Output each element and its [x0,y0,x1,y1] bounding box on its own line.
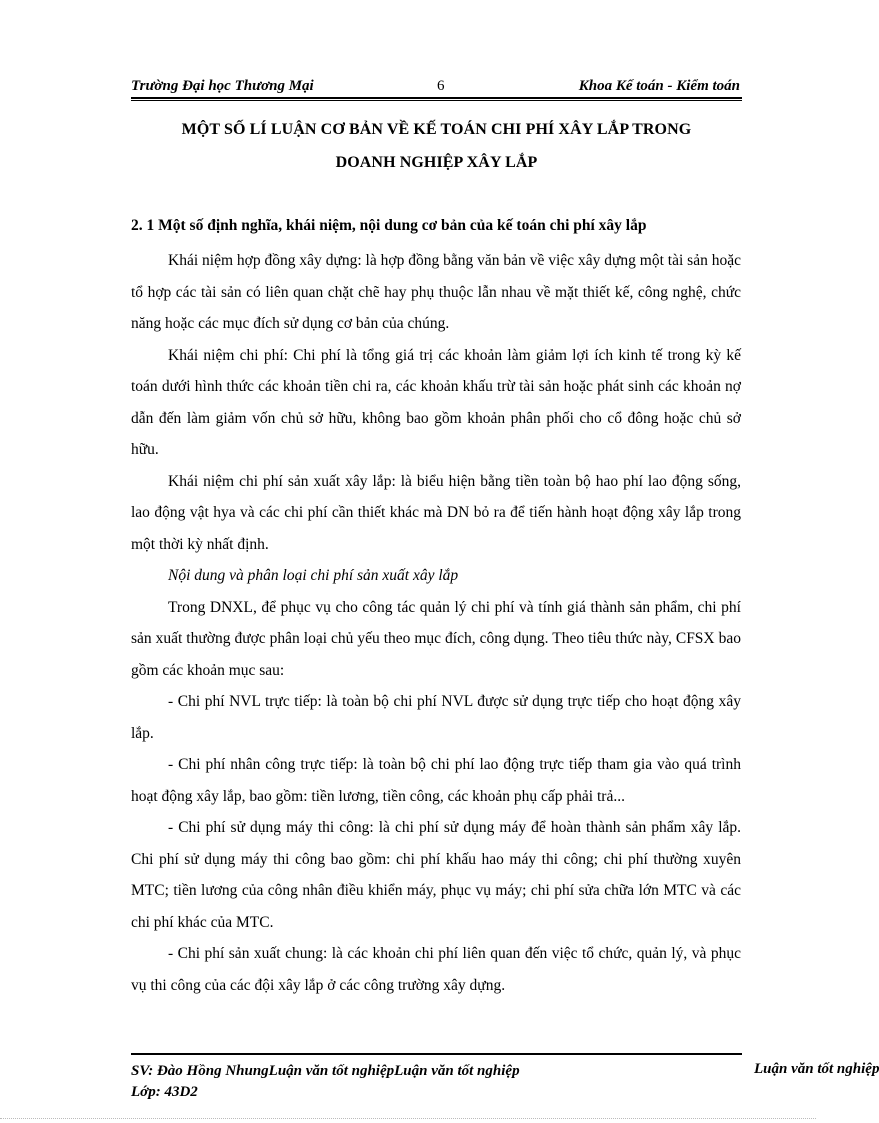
chapter-title-line1: MỘT SỐ LÍ LUẬN CƠ BẢN VỀ KẾ TOÁN CHI PHÍ XÂY LẮP TRONG [181,121,692,138]
footer-thesis-label: Luận văn tốt nghiệp [754,1061,879,1077]
header-school-name: Trường Đại học Thương Mại [131,78,314,94]
body-text [131,245,741,1001]
list-item-direct-materials: - Chi phí NVL trực tiếp: là toàn bộ chi phí NVL được sử dụng trực tiếp cho hoạt động xây lắp. [131,693,741,742]
section-heading: 2. 1 Một số định nghĩa, khái niệm, nội dung cơ bản của kế toán chi phí xây lắp [131,217,647,234]
subheading-cost-classification: Nội dung và phân loại chi phí sản xuất xây lắp [168,567,459,584]
page-header [131,76,740,98]
list-item-machine-costs: - Chi phí sử dụng máy thi công: là chi phí sử dụng máy để hoàn thành sản phẩm xây lắp. Chi phí sử dụng máy thi công bao gồm: chi phí khấu hao máy thi công; chi phí thường xuyên MTC; tiền lương của công nhân điều khiển máy, phục vụ máy; chi phí sửa chữa lớn MTC và các chi phí khác của MTC. [131,819,741,931]
paragraph-contract-definition: Khái niệm hợp đồng xây dựng: là hợp đồng bằng văn bản về việc xây dựng một tài sản hoặc tổ hợp các tài sản có liên quan chặt chẽ hay phụ thuộc lẫn nhau về mặt thiết kế, công nghệ, chức năng hoặc các mục đích sử dụng cơ bản của chúng. [131,252,741,332]
chapter-title-line2: DOANH NGHIỆP XÂY LẮP [335,154,538,171]
paragraph-production-cost-definition: Khái niệm chi phí sản xuất xây lắp: là biểu hiện bằng tiền toàn bộ hao phí lao động sống, lao động vật hya và các chi phí cần thiết khác mà DN bỏ ra để tiến hành hoạt động xây lắp trong một thời kỳ nhất định. [131,472,741,553]
footer-student-info [131,1061,520,1103]
header-department: Khoa Kế toán - Kiểm toán [578,78,740,94]
footer-class: Lớp: 43D2 [131,1084,198,1100]
list-item-direct-labor: - Chi phí nhân công trực tiếp: là toàn bộ chi phí lao động trực tiếp tham gia vào quá trình hoạt động xây lắp, bao gồm: tiền lương, tiền công, các khoản phụ cấp phải trả... [131,756,741,805]
page-bottom-edge [0,1118,816,1119]
header-divider [131,97,742,99]
header-page-number: 6 [437,78,445,94]
footer-student-name: SV: Đào Hồng NhungLuận văn tốt nghiệpLuận văn tốt nghiệp [131,1063,520,1079]
paragraph-cost-classification: Trong DNXL, để phục vụ cho công tác quản lý chi phí và tính giá thành sản phẩm, chi phí sản xuất thường được phân loại chủ yếu theo mục đích, công dụng. Theo tiêu thức này, CFSX bao gồm các khoản mục sau: [131,598,741,679]
header-divider-thin [131,100,742,101]
paragraph-cost-definition: Khái niệm chi phí: Chi phí là tổng giá trị các khoản làm giảm lợi ích kinh tế trong kỳ kế toán dưới hình thức các khoản tiền chi ra, các khoản khấu trừ tài sản hoặc phát sinh các khoản nợ dẫn đến làm giảm vốn chủ sở hữu, không bao gồm khoản phân phối cho cổ đông hoặc chủ sở hữu. [131,346,741,458]
footer-divider [131,1053,742,1055]
list-item-overhead: - Chi phí sản xuất chung: là các khoản chi phí liên quan đến việc tổ chức, quản lý, và phục vụ thi công của các đội xây lắp ở các công trường xây dựng. [131,945,741,994]
